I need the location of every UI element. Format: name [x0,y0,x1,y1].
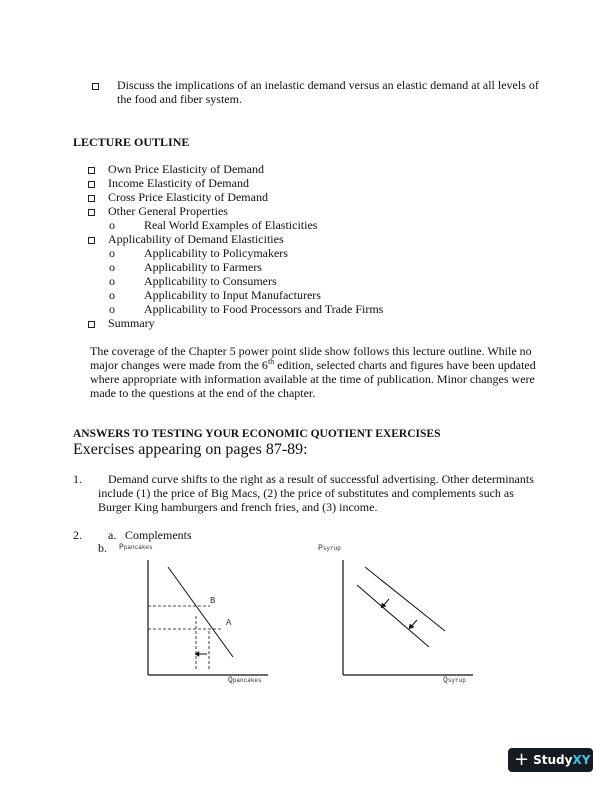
bullet-square-icon [88,321,95,328]
answers-heading: ANSWERS TO TESTING YOUR ECONOMIC QUOTIENT EXERCISES [73,428,441,440]
question-2b-letter: b. [98,541,107,555]
point-a-label: A [226,618,232,628]
question-2-number: 2. [73,528,82,542]
logo-text: StudyXY [533,753,591,767]
list-item: Applicability to Food Processors and Trade Firms [144,302,384,316]
list-item: Cross Price Elasticity of Demand [108,190,268,204]
right-graph-y-label: Psyrup [318,544,341,553]
list-item: Summary [108,316,155,330]
left-graph-x-label: Qpancakes [228,676,262,685]
shifted-demand-curve [357,585,429,647]
plus-icon: + [514,749,530,770]
syrup-demand-graph [335,555,475,680]
question-2a-text: Complements [125,528,192,542]
bullet-square-icon [88,195,95,202]
sub-bullet-marker: o [109,302,115,316]
list-item: Real World Examples of Elasticities [144,218,318,232]
sub-bullet-marker: o [109,274,115,288]
bullet-square-icon [92,83,99,90]
coverage-line-3: where appropriate with information available at the time of publication. Minor changes were [90,372,535,386]
list-item: Income Elasticity of Demand [108,176,249,190]
left-graph-y-label: Ppancakes [119,543,153,552]
sub-bullet-marker: o [109,218,115,232]
coverage-line-2: major changes were made from the 6th edition, selected charts and figures have been updated [90,357,536,372]
question-1-line-2: include (1) the price of Big Macs, (2) the price of substitutes and complements such as [98,486,514,500]
sub-bullet-marker: o [109,246,115,260]
list-item: Applicability to Policymakers [144,246,288,260]
demand-curve [168,567,233,657]
list-item: Applicability of Demand Elasticities [108,232,284,246]
question-2a-letter: a. [108,528,117,542]
list-item: Own Price Elasticity of Demand [108,162,264,176]
sub-bullet-marker: o [109,288,115,302]
coverage-line-1: The coverage of the Chapter 5 power point slide show follows this lecture outline. While no [90,344,532,358]
question-1-line-1: Demand curve shifts to the right as a result of successful advertising. Other determinants [108,472,534,486]
lecture-outline-heading: LECTURE OUTLINE [73,135,190,149]
bullet-square-icon [88,181,95,188]
point-b-label: B [210,596,216,606]
objective-line-2: the food and fiber system. [117,92,242,106]
bullet-square-icon [88,209,95,216]
bullet-square-icon [88,237,95,244]
list-item: Applicability to Input Manufacturers [144,288,321,302]
right-graph-x-label: Qsyrup [443,676,466,685]
list-item: Other General Properties [108,204,228,218]
list-item: Applicability to Consumers [144,274,277,288]
answers-subheading: Exercises appearing on pages 87-89: [73,441,308,458]
sub-bullet-marker: o [109,260,115,274]
pancakes-demand-graph [140,555,270,680]
bullet-square-icon [88,167,95,174]
question-1-number: 1. [73,472,82,486]
question-1-line-3: Burger King hamburgers and french fries, and (3) income. [98,500,378,514]
studyxy-logo[interactable] [508,748,593,772]
coverage-line-4: made to the questions at the end of the chapter. [90,386,316,400]
objective-line-1: Discuss the implications of an inelastic demand versus an elastic demand at all levels of [117,78,539,92]
list-item: Applicability to Farmers [144,260,262,274]
original-demand-curve [365,567,445,631]
